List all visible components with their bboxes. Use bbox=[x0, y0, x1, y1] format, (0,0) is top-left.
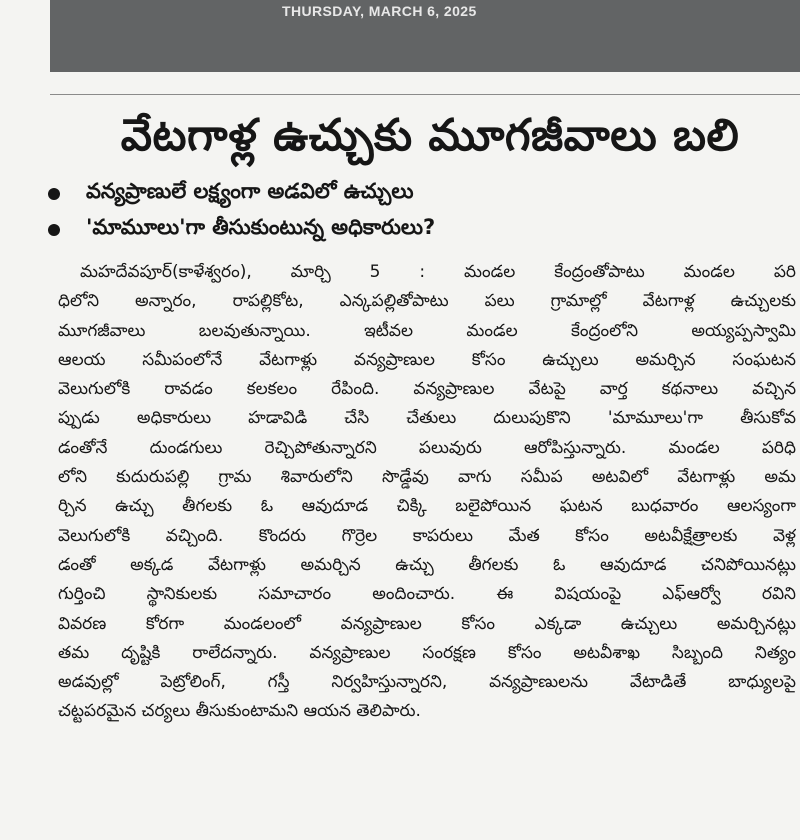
header-divider bbox=[50, 94, 800, 95]
article-body-line: డంతో అక్కడ వేటగాళ్లు అమర్చిన ఉచ్చు తీగలకు ఓ ఆవుదూడ చనిపోయినట్లు bbox=[58, 554, 796, 575]
article-body-line: చట్టపరమైన చర్యలు తీసుకుంటామని ఆయన తెలిపారు. bbox=[58, 701, 421, 722]
article-headline: వేటగాళ్ల ఉచ్చుకు మూగజీవాలు బలి bbox=[120, 110, 740, 161]
article-body-line: ధిలోని అన్నారం, రాపల్లికోట, ఎన్కపల్లితోపాటు పలు గ్రామాల్లో వేటగాళ్ల ఉచ్చులకు bbox=[58, 291, 796, 312]
article-body bbox=[58, 258, 796, 727]
cropped-next-line bbox=[50, 826, 800, 840]
subheadline-text: వన్యప్రాణులే లక్ష్యంగా అడవిలో ఉచ్చులు bbox=[86, 179, 414, 203]
subheadline-item bbox=[48, 176, 798, 212]
bullet-icon bbox=[48, 188, 60, 200]
article-body-line: ర్చిన ఉచ్చు తీగలకు ఓ ఆవుదూడ చిక్కి బలైపోయిన ఘటన బుధవారం ఆలస్యంగా bbox=[58, 496, 796, 517]
article-body-line: అడవుల్లో పెట్రోలింగ్, గస్తీ నిర్వహిస్తున్నారని, వన్యప్రాణులను వేటాడితే బాధ్యులపై bbox=[58, 672, 796, 693]
subheadline-text: 'మామూలు'గా తీసుకుంటున్న అధికారులు? bbox=[86, 215, 436, 239]
article-body-line: లోని కుదురుపల్లి గ్రామ శివారులోని సొడ్డేవు వాగు సమీప అటవిలో వేటగాళ్లు అమ bbox=[58, 467, 796, 488]
article-body-line: మహదేవపూర్(కాళేశ్వరం), మార్చి 5 : మండల కేంద్రంతోపాటు మండల పరి bbox=[80, 262, 796, 282]
article-body-line: ప్పుడు అధికారులు హడావిడి చేసి చేతులు దులుపుకొని 'మామూలు'గా తీసుకోవ bbox=[58, 408, 796, 429]
article-body-line: వివరణ కోరగా మండలంలో వన్యప్రాణుల కోసం ఎక్కడా ఉచ్చులు అమర్చినట్లు bbox=[58, 613, 796, 634]
article-body-line: వెలుగులోకి వచ్చింది. కొందరు గొర్రెల కాపరులు మేత కోసం అటవీక్షేత్రాలకు వెళ్ల bbox=[58, 525, 796, 546]
article-body-line: తమ దృష్టికి రాలేదన్నారు. వన్యప్రాణుల సంరక్షణ కోసం అటవీశాఖ సిబ్బంది నిత్యం bbox=[58, 642, 796, 663]
subheadline-list bbox=[48, 176, 798, 248]
article-body-line: వెలుగులోకి రావడం కలకలం రేపింది. వన్యప్రాణుల వేటపై వార్త కథనాలు వచ్చిన bbox=[58, 379, 796, 400]
article-body-line: ఆలయ సమీపంలోనే వేటగాళ్లు వన్యప్రాణుల కోసం ఉచ్చులు అమర్చిన సంఘటన bbox=[58, 349, 796, 370]
issue-date: THURSDAY, MARCH 6, 2025 bbox=[282, 3, 477, 19]
masthead-band bbox=[50, 0, 800, 72]
bullet-icon bbox=[48, 224, 60, 236]
article-body-line: మూగజీవాలు బలవుతున్నాయి. ఇటీవల మండల కేంద్రంలోని అయ్యప్పస్వామి bbox=[58, 320, 796, 341]
subheadline-item bbox=[48, 212, 798, 248]
article-body-line: డంతోనే దుండగులు రెచ్చిపోతున్నారని పలువురు ఆరోపిస్తున్నారు. మండల పరిధి bbox=[58, 437, 796, 458]
article-body-line: గుర్తించి స్థానికులకు సమాచారం అందించారు. ఈ విషయంపై ఎఫ్ఆర్వో రవిని bbox=[58, 584, 796, 605]
